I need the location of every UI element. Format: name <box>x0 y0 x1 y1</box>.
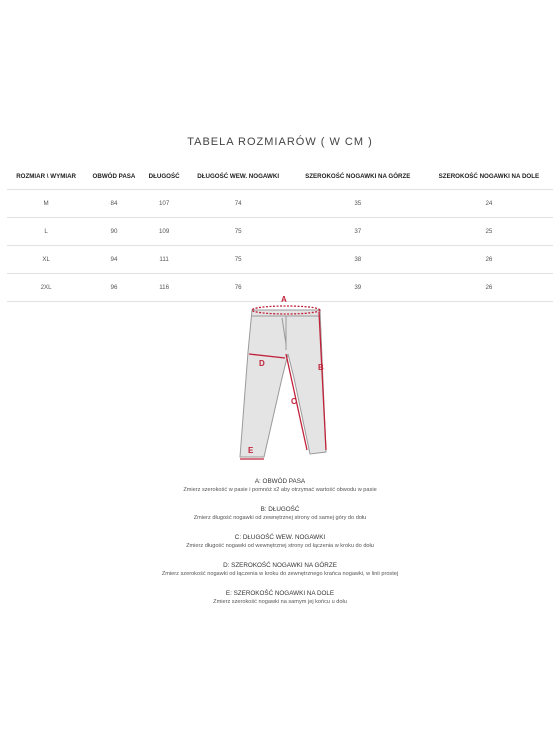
label-d: D <box>259 359 265 368</box>
table-cell: XL <box>7 246 85 274</box>
size-table <box>7 163 553 302</box>
table-cell: 116 <box>143 274 186 302</box>
header-inseam: DŁUGOŚĆ WEW. NOGAWKI <box>197 172 280 180</box>
table-cell: L <box>7 218 85 246</box>
table-cell: 84 <box>85 190 142 218</box>
legend-title: B: DŁUGOŚĆ <box>260 506 300 513</box>
table-cell: 74 <box>186 190 291 218</box>
table-cell: 107 <box>143 190 186 218</box>
page-title: TABELA ROZMIARÓW ( W CM ) <box>187 136 373 148</box>
table-cell: 90 <box>85 218 142 246</box>
table-cell: 37 <box>291 218 425 246</box>
legend-description: Zmierz długość nogawki od wewnętrznej strony od łączenia w kroku do dołu <box>186 543 374 549</box>
header-size: ROZMIAR \ WYMIAR <box>16 172 77 180</box>
legend-title: C: DŁUGOŚĆ WEW. NOGAWKI <box>234 534 326 541</box>
legend-description: Zmierz szerokość w pasie i pomnóż x2 aby otrzymać wartość obwodu w pasie <box>183 487 377 493</box>
legend-item-a <box>0 477 560 495</box>
table-row <box>7 218 553 246</box>
legend-title: A: OBWÓD PASA <box>254 478 306 485</box>
label-b: B <box>318 363 324 372</box>
table-cell: 2XL <box>7 274 85 302</box>
label-c: C <box>291 397 297 406</box>
table-cell: 111 <box>143 246 186 274</box>
trousers-outline <box>240 310 326 457</box>
trousers-icon <box>240 310 326 457</box>
legend-description: Zmierz szerokość nogawki na samym jej końcu u dołu <box>213 599 347 605</box>
legend-item-d <box>0 561 560 579</box>
label-a: A <box>281 295 287 304</box>
label-e: E <box>248 446 254 455</box>
table-cell: 26 <box>425 274 553 302</box>
table-cell: 38 <box>291 246 425 274</box>
trousers-diagram <box>230 292 340 462</box>
legend-item-c <box>0 533 560 551</box>
legend-title: E: SZEROKOŚĆ NOGAWKI NA DOLE <box>225 590 335 597</box>
measurement-legend <box>0 477 560 617</box>
table-cell: 96 <box>85 274 142 302</box>
table-cell: 35 <box>291 190 425 218</box>
legend-description: Zmierz długość nogawki od zewnętrznej strony od samej góry do dołu <box>193 515 367 521</box>
legend-item-e <box>0 589 560 607</box>
table-cell: 26 <box>425 246 553 274</box>
table-cell: 75 <box>186 218 291 246</box>
table-cell: 76 <box>186 274 291 302</box>
table-cell: 39 <box>291 274 425 302</box>
header-leg-width-top: SZEROKOŚĆ NOGAWKI NA GÓRZE <box>305 172 411 180</box>
header-leg-width-bottom: SZEROKOŚĆ NOGAWKI NA DOLE <box>438 172 540 180</box>
legend-description: Zmierz szerokość nogawki od łączenia w kroku do zewnętrznego krańca nogawki, w linii prostej <box>161 571 399 577</box>
legend-title: D: SZEROKOŚĆ NOGAWKI NA GÓRZE <box>223 562 337 569</box>
table-cell: 24 <box>425 190 553 218</box>
table-cell: 25 <box>425 218 553 246</box>
table-header-row <box>7 163 553 190</box>
table-row <box>7 246 553 274</box>
table-cell: 109 <box>143 218 186 246</box>
table-cell: 75 <box>186 246 291 274</box>
legend-item-b <box>0 505 560 523</box>
table-cell: M <box>7 190 85 218</box>
header-length: DŁUGOŚĆ <box>148 172 180 180</box>
table-cell: 94 <box>85 246 142 274</box>
table-row <box>7 190 553 218</box>
header-waist: OBWÓD PASA <box>92 172 136 180</box>
